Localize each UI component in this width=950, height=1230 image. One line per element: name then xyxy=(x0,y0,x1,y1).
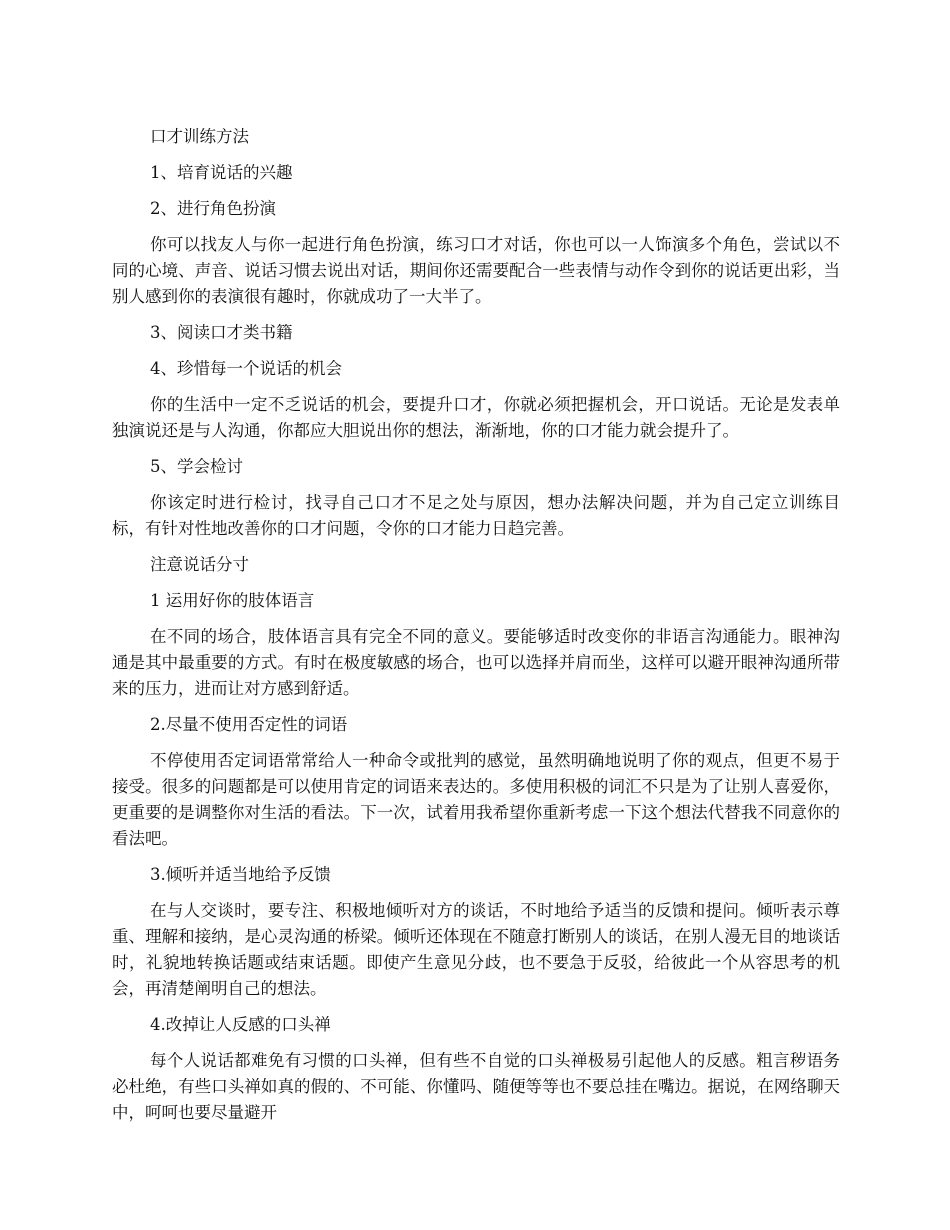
section-heading: 4、珍惜每一个说话的机会 xyxy=(150,359,342,378)
paragraph: 在与人交谈时，要专注、积极地倾听对方的谈话，不时地给予适当的反馈和提问。倾听表示尊重、理解和接纳，是心灵沟通的桥梁。倾听还体现在不随意打断别人的谈话，在别人漫无目的地谈话时，礼貌地转换话题或结束话题。即使产生意见分歧，也不要急于反驳，给彼此一个从容思考的机会，再清楚阐明自己的想法。 xyxy=(112,901,840,998)
section-heading: 5、学会检讨 xyxy=(150,457,243,476)
paragraph: 你的生活中一定不乏说话的机会，要提升口才，你就必须把握机会，开口说话。无论是发表单独演说还是与人沟通，你都应大胆说出你的想法，渐渐地，你的口才能力就会提升了。 xyxy=(112,395,840,440)
section-heading: 3.倾听并适当地给予反馈 xyxy=(150,865,331,884)
paragraph: 你可以找友人与你一起进行角色扮演，练习口才对话，你也可以一人饰演多个角色，尝试以不同的心境、声音、说话习惯去说出对话，期间你还需要配合一些表情与动作令到你的说话更出彩，当别人感到你的表演很有趣时，你就成功了一大半了。 xyxy=(112,235,840,306)
section-heading: 4.改掉让人反感的口头禅 xyxy=(150,1015,331,1034)
paragraph: 你该定时进行检讨，找寻自己口才不足之处与原因，想办法解决问题，并为自己定立训练目标，有针对性地改善你的口才问题，令你的口才能力日趋完善。 xyxy=(112,493,840,538)
paragraph: 在不同的场合，肢体语言具有完全不同的意义。要能够适时改变你的非语言沟通能力。眼神沟通是其中最重要的方式。有时在极度敏感的场合，也可以选择并肩而坐，这样可以避开眼神沟通所带来的压力，进而让对方感到舒适。 xyxy=(112,627,840,698)
section-heading: 注意说话分寸 xyxy=(150,555,249,574)
section-heading: 3、阅读口才类书籍 xyxy=(150,323,293,342)
paragraph: 不停使用否定词语常常给人一种命令或批判的感觉，虽然明确地说明了你的观点，但更不易于接受。很多的问题都是可以使用肯定的词语来表达的。多使用积极的词汇不只是为了让别人喜爱你，更重要的是调整你对生活的看法。下一次，试着用我希望你重新考虑一下这个想法代替我不同意你的看法吧。 xyxy=(112,751,840,848)
section-heading: 2、进行角色扮演 xyxy=(150,199,276,218)
document-title: 口才训练方法 xyxy=(150,127,249,146)
section-heading: 1、培育说话的兴趣 xyxy=(150,163,293,182)
paragraph: 每个人说话都难免有习惯的口头禅，但有些不自觉的口头禅极易引起他人的反感。粗言秽语务必杜绝，有些口头禅如真的假的、不可能、你懂吗、随便等等也不要总挂在嘴边。据说，在网络聊天中，呵呵也要尽量避开 xyxy=(112,1051,840,1122)
section-heading: 1 运用好你的肢体语言 xyxy=(150,591,315,610)
document-body xyxy=(112,124,840,1136)
section-heading: 2.尽量不使用否定性的词语 xyxy=(150,715,348,734)
